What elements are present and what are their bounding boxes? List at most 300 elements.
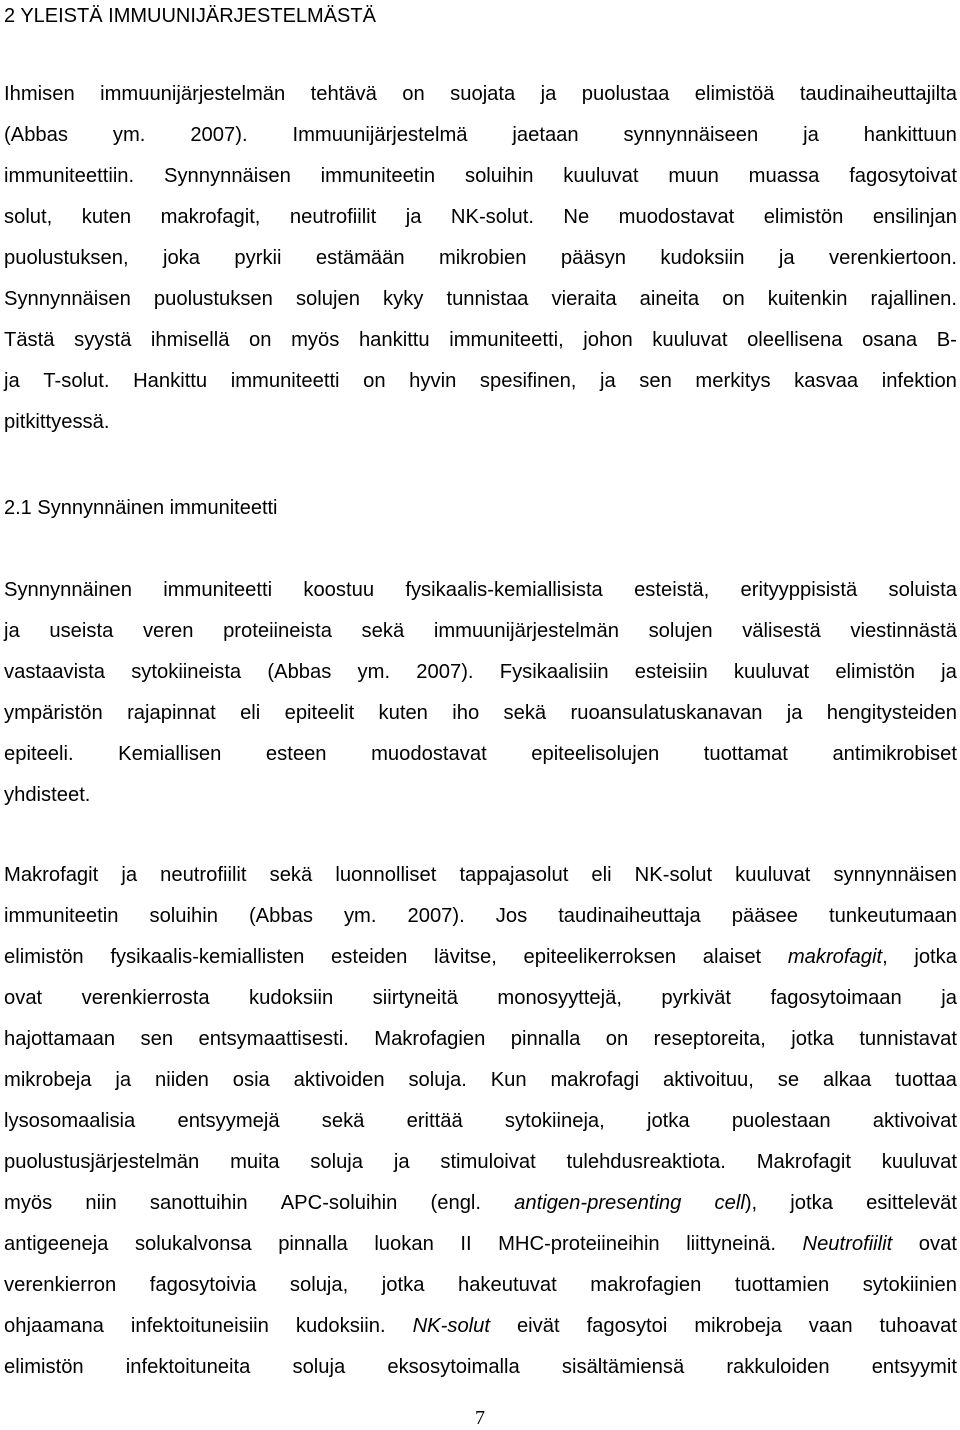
word: proteiineista [223,620,332,642]
word: immuunijärjestelmän [100,83,286,105]
word-part: tunnistavat [859,1028,957,1050]
word-part: hajottamaan [4,1028,116,1050]
word [562,1347,684,1388]
word-part: elimistön [4,1356,84,1378]
word-part: myös [4,1192,53,1214]
word-part: II [460,1233,472,1255]
word: pääsyn [560,247,626,269]
word: muassa [748,165,820,187]
word [4,1224,108,1265]
word [735,855,810,896]
word [126,1347,251,1388]
word [331,937,407,978]
italic-term: antigen-presenting [514,1192,682,1214]
word [654,1019,766,1060]
word: kasvaa [794,370,859,392]
text-line [4,74,957,115]
word-part: eivät [516,1315,560,1337]
word [4,1142,199,1183]
word [408,1060,466,1101]
word: on [249,329,272,351]
italic-term: cell [714,1192,745,1214]
word-part: lävitse, [434,946,497,968]
word-part: puolustusjärjestelmän [4,1151,200,1173]
word [460,1224,471,1265]
word: (Abbas [4,124,68,146]
word: esteen [265,743,327,765]
word: immuunijärjestelmän [433,620,619,642]
word-part: hakeutuvat [457,1274,557,1296]
word: elimistön [835,661,915,683]
word-part: Kun [490,1069,527,1091]
word-part: pyrkivät [661,987,731,1009]
word [296,1306,386,1347]
word: sekä [361,620,405,642]
word-part: puolestaan [731,1110,831,1132]
word [517,1306,560,1347]
word-part: NK-solut [634,864,713,886]
word [757,1142,851,1183]
word-part: neutrofiilit [160,864,247,886]
word-part: fagosytoivia [149,1274,257,1296]
word-part: jotka [791,1028,834,1050]
word [567,1142,726,1183]
word-part: se [777,1069,800,1091]
word [590,1265,701,1306]
word: makrofagit, [160,206,261,228]
word [4,1183,52,1224]
word [294,1060,385,1101]
word-part: pinnalla [510,1028,581,1050]
word [4,1060,92,1101]
text-line [4,896,957,937]
text-line: pitkittyessä. [4,411,110,433]
word-part: ja [393,1151,410,1173]
word [703,937,761,978]
word-part: erittää [406,1110,463,1132]
word [790,1183,833,1224]
text-line: yhdisteet. [4,784,91,806]
word: 2007). [190,124,248,146]
text-line [4,1224,957,1265]
word [413,1306,490,1347]
word-part: entsymaattisesti. [198,1028,349,1050]
word: elimistön [763,206,844,228]
word-part: mikrobeja [4,1069,92,1091]
word: fagosytoivat [849,165,957,187]
word [177,1101,279,1142]
word: johon [583,329,633,351]
word [591,855,611,896]
word [374,1019,485,1060]
word-part: lysosomaalisia [4,1110,136,1132]
text-line [4,1019,957,1060]
text-line [4,1142,957,1183]
word: jaetaan [512,124,579,146]
word [387,1347,519,1388]
word: iho [452,702,480,724]
italic-term: makrofagit [787,946,883,968]
word-part: taudinaiheuttaja [558,905,701,927]
word: kuuluvat [733,661,810,683]
word-part: ja [115,1069,132,1091]
word-part: esittelevät [866,1192,957,1214]
word: spesifinen, [479,370,577,392]
word-part: MHC-proteiineihin [498,1233,660,1255]
word [514,1183,681,1224]
text-line [4,1265,957,1306]
text-line [4,570,957,611]
word [4,1306,104,1347]
page-number: 7 [475,1407,485,1429]
word: puolustuksen [153,288,273,310]
italic-term: Neutrofiilit [802,1233,893,1255]
word [735,1265,829,1306]
word: muodostavat [618,206,735,228]
word [859,1019,957,1060]
word [373,978,458,1019]
word-part: infektoituneita [125,1356,251,1378]
word: immuniteettiin. [4,165,135,187]
word-part: sisältämiensä [561,1356,685,1378]
word [4,896,118,937]
word-part: alaiset [702,946,762,968]
word [344,896,377,937]
word [661,978,731,1019]
word [498,1224,660,1265]
text-line [4,937,957,978]
word [322,1101,365,1142]
word: ym. [112,124,146,146]
word [941,978,957,1019]
word [496,896,527,937]
word-part: tuottamien [734,1274,830,1296]
word: sen [639,370,672,392]
word: ihmisellä [150,329,230,351]
word: immuniteetin [320,165,436,187]
word: on [363,370,386,392]
word: ja [941,661,957,683]
word: soluista [888,579,957,601]
word: infektion [881,370,957,392]
text-line [4,361,957,402]
word-part: tulehdusreaktiota. [566,1151,726,1173]
intro-paragraph [4,74,957,443]
word [873,1101,957,1142]
word-part: tunkeutumaan [829,905,957,927]
word-part: sen [140,1028,174,1050]
word [491,1060,527,1101]
word: fysikaalis-kemiallisista [405,579,603,601]
word: aineita [639,288,700,310]
word-part: soluihin [149,905,218,927]
word: ja [778,247,795,269]
word [803,1224,893,1265]
word [732,1101,831,1142]
word: solujen [648,620,713,642]
word-part: kudoksiin [249,987,334,1009]
word [866,1183,957,1224]
word: myös [291,329,340,351]
word-part: 2007). [407,905,465,927]
text-line [4,1347,957,1388]
word [882,1142,957,1183]
word [150,1183,248,1224]
word [4,1347,84,1388]
word [587,1306,668,1347]
text-line [4,156,957,197]
word-part: niin [85,1192,117,1214]
word-part: synnynnäisen [833,864,957,886]
word [85,1183,116,1224]
word: synnynnäiseen [623,124,759,146]
word: elimistöä [694,83,775,105]
word-part: Jos [495,905,528,927]
word-part: alkaa [822,1069,872,1091]
word-part: soluja [292,1356,346,1378]
word: tehtävä [310,83,377,105]
word: Synnynnäisen [164,165,291,187]
word-part: soluja. [408,1069,467,1091]
text-line [4,320,957,361]
word [458,1265,557,1306]
word-part: antigeeneja [4,1233,109,1255]
word-part: sanottuihin [149,1192,248,1214]
word: epiteeli. [4,743,74,765]
word-part: eksosytoimalla [387,1356,520,1378]
word: suojata [450,83,516,105]
word-part: entsyymit [871,1356,957,1378]
word [150,1265,257,1306]
word: ja [405,206,422,228]
word: Kemiallisen [118,743,222,765]
word: ja [803,124,819,146]
word-part: fysikaalis-kemiallisten [110,946,305,968]
word-part: jotka [790,1192,833,1214]
cells-paragraph [4,855,957,1388]
word [270,855,313,896]
word-part: luonnolliset [335,864,437,886]
word-part: kuuluvat [881,1151,957,1173]
word [647,1101,690,1142]
word-part: niiden [154,1069,209,1091]
word-part: soluja [310,1151,364,1173]
word [335,855,436,896]
word [310,1142,363,1183]
word [606,1019,628,1060]
text-line [4,197,957,238]
word-part: monosyyttejä, [497,987,622,1009]
word [431,1183,482,1224]
word-part: pinnalla [278,1233,348,1255]
word-part: epiteelikerroksen [523,946,677,968]
word [141,1019,174,1060]
word-part: reseptoreita, [653,1028,766,1050]
word [823,1060,871,1101]
word [694,1306,782,1347]
word-part: verenkierron [4,1274,117,1296]
word: Synnynnäisen [4,288,131,310]
word-part: APC-soluihin [280,1192,398,1214]
word-part: aktivoituu, [663,1069,754,1091]
word: kuten [81,206,132,228]
word [160,855,246,896]
word [407,1101,463,1142]
word [394,1142,410,1183]
word-part: ovat [4,987,43,1009]
word-part: aktivoivat [872,1110,957,1132]
word: pyrkii [234,247,282,269]
word-part: sytokiinien [862,1274,957,1296]
word [829,896,957,937]
word: sekä [503,702,547,724]
word-part: pääsee [731,905,798,927]
word-part: sekä [321,1110,365,1132]
text-line [4,238,957,279]
word-part: fagosytoi [586,1315,668,1337]
word: Tästä [4,329,55,351]
word-part: tappajasolut [459,864,569,886]
word-part: entsyymejä [177,1110,280,1132]
word [558,896,701,937]
word: taudinaiheuttajilta [799,83,957,105]
word: syystä [74,329,132,351]
word-part: makrofagien [590,1274,702,1296]
word [4,978,42,1019]
word: epiteelit [284,702,355,724]
word: ja [540,83,557,105]
word-part: liittyneinä. [686,1233,776,1255]
word-part: (Abbas [248,905,313,927]
word-part: sytokiineja, [504,1110,605,1132]
word-part: aktivoiden [293,1069,385,1091]
word [4,937,84,978]
word-part: tuhoavat [879,1315,957,1337]
word: immuniteetti, [449,329,564,351]
word [149,896,217,937]
word-part: ovat [918,1233,957,1255]
word: estämään [315,247,405,269]
word [281,1183,398,1224]
word: kudoksiin [660,247,745,269]
word [726,1347,829,1388]
word-part: ), [744,1192,758,1214]
word-part: mikrobeja [694,1315,782,1337]
innate-immunity-paragraph [4,570,957,816]
word [880,1306,957,1347]
text-line [4,855,957,896]
word: Synnynnäinen [4,579,132,601]
word [290,1265,348,1306]
word-part: ja [121,864,138,886]
word: NK-solut. [450,206,534,228]
word-part: makrofagi [550,1069,640,1091]
word-part: Makrofagit [756,1151,851,1173]
word: rajapinnat [127,702,216,724]
text-line [4,1101,957,1142]
word [686,1224,776,1265]
word: ja [599,370,616,392]
word: solujen [295,288,360,310]
word: kyky [383,288,424,310]
word: kuuluvat [563,165,639,187]
word-part: jotka [381,1274,425,1296]
word-part: tuottaa [895,1069,957,1091]
text-line [4,1306,957,1347]
word [715,1183,758,1224]
word [663,1060,754,1101]
word: sytokiineista [131,661,242,683]
text-line [4,693,957,734]
word: 2007). [416,661,474,683]
word: Fysikaalisiin [499,661,609,683]
word [249,896,313,937]
word-part: eli [591,864,612,886]
word: joka [162,247,201,269]
word: soluihin [464,165,534,187]
word: hankittu [358,329,430,351]
word: oleellisena [747,329,843,351]
word: kuitenkin [767,288,848,310]
word: vastaavista [4,661,105,683]
text-line [4,652,957,693]
word [278,1224,348,1265]
word: hengitysteiden [826,702,957,724]
word: veren [142,620,194,642]
word [233,1060,270,1101]
word-part: kuuluvat [735,864,811,886]
word: Ne [563,206,590,228]
word: hyvin [409,370,457,392]
word-part: ohjaamana [4,1315,104,1337]
word [505,1101,605,1142]
word [895,1060,957,1101]
word-part: (engl. [430,1192,482,1214]
word: Hankittu [133,370,208,392]
word: eli [240,702,261,724]
word [4,1101,135,1142]
word-part: on [605,1028,629,1050]
word: (Abbas [267,661,332,683]
word: tuottamat [703,743,788,765]
word: puolustaa [581,83,670,105]
text-line [4,978,957,1019]
word [249,978,333,1019]
word: merkitys [695,370,771,392]
word: ym. [357,661,391,683]
word: solut, [4,206,53,228]
word [292,1347,345,1388]
word-part: jotka [646,1110,690,1132]
italic-term: NK-solut [412,1315,490,1337]
word [497,978,622,1019]
word: viestinnästä [850,620,957,642]
word: puolustuksen, [4,247,129,269]
word [374,1224,434,1265]
word-part: stimuloivat [440,1151,536,1173]
word-part: infektoituneisiin [130,1315,269,1337]
text-line [4,611,957,652]
word: on [722,288,745,310]
word-part: soluja, [289,1274,349,1296]
word: koostuu [303,579,375,601]
word [919,1224,957,1265]
word-part: esteiden [331,946,408,968]
word: B- [936,329,957,351]
word: kuten [378,702,428,724]
word-part: sekä [269,864,313,886]
word: ja [786,702,803,724]
